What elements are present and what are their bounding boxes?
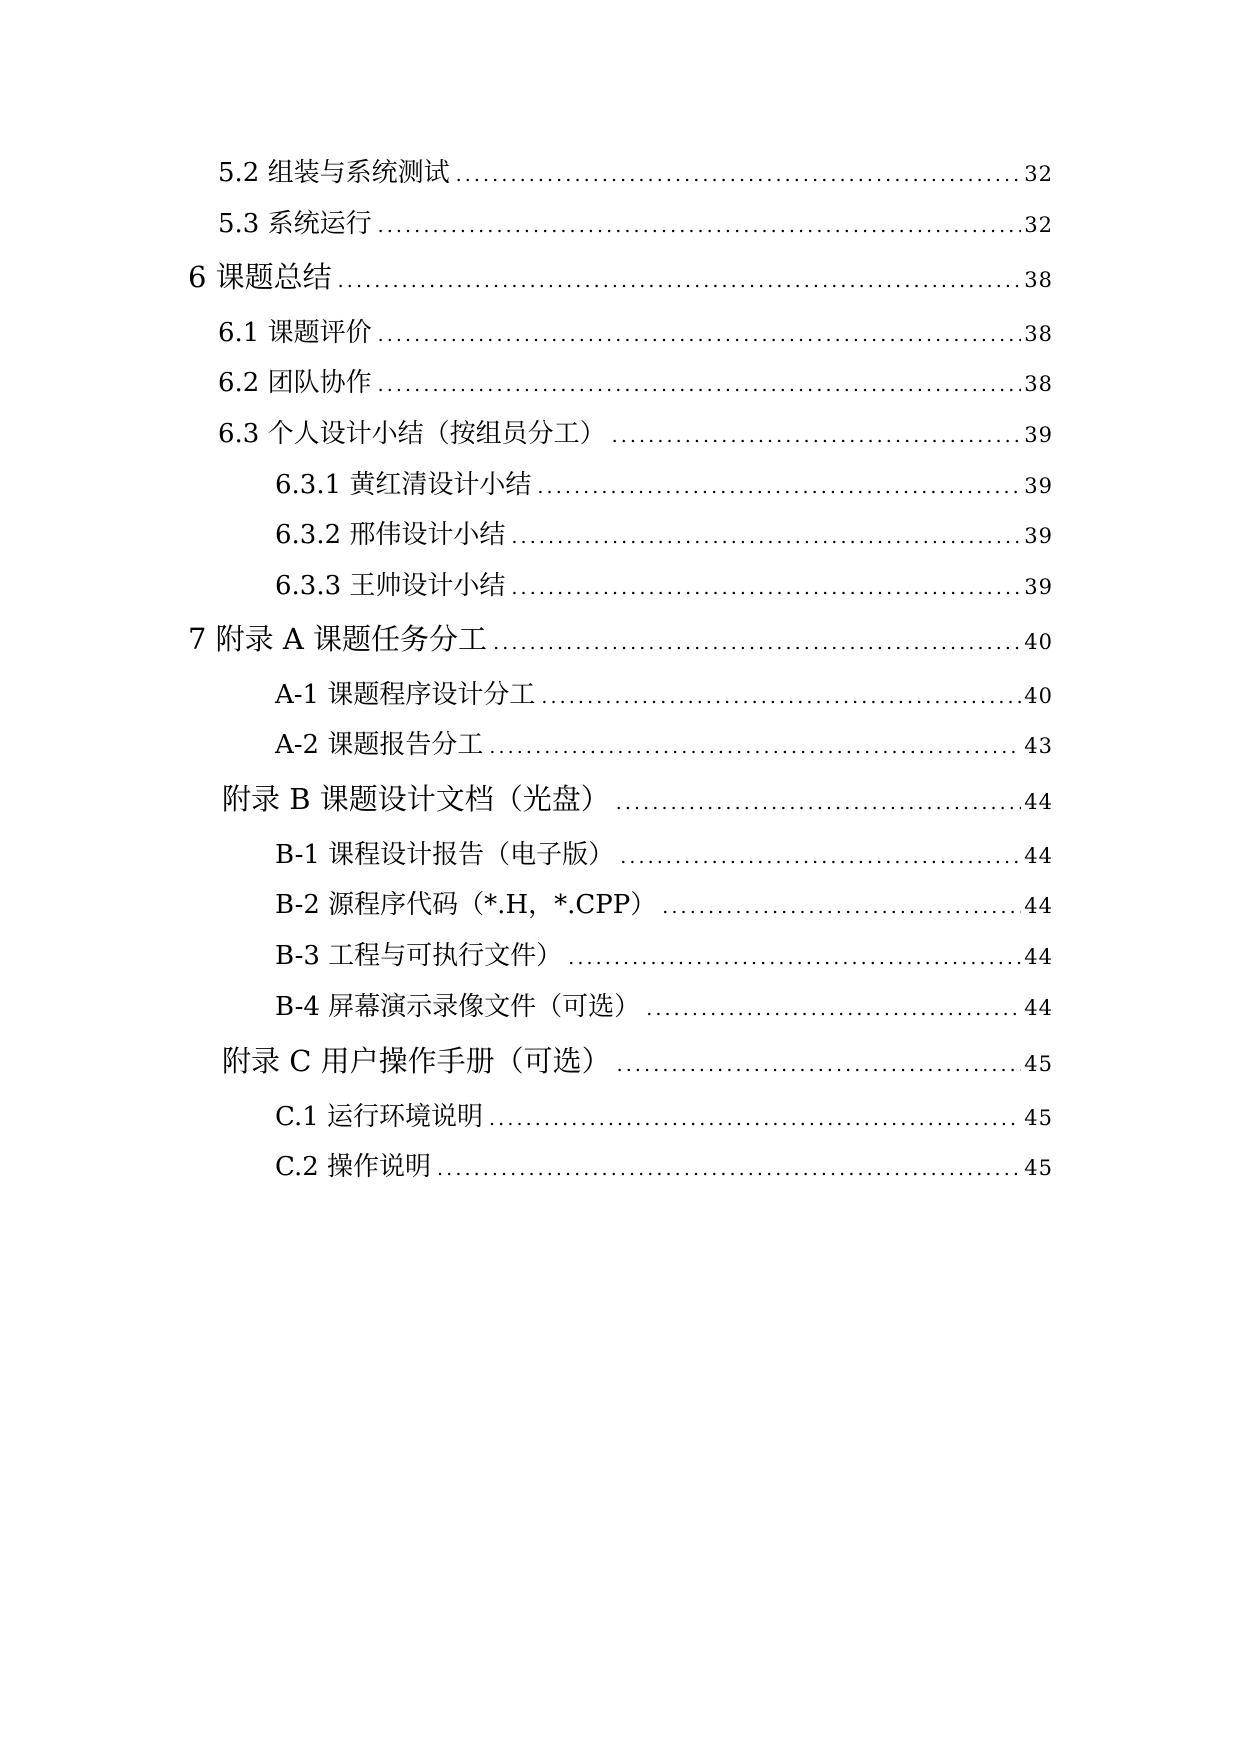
toc-page-number: 39: [1024, 524, 1053, 548]
toc-page-number: 44: [1024, 894, 1053, 918]
toc-entry-title: 5.3 系统运行: [218, 209, 372, 239]
toc-entry[interactable]: [275, 724, 1053, 761]
toc-entry-title: 6 课题总结: [188, 260, 332, 294]
toc-entry[interactable]: [218, 312, 1053, 349]
toc-entry[interactable]: [275, 1096, 1053, 1133]
toc-entry[interactable]: [275, 565, 1053, 602]
toc-entry[interactable]: [275, 986, 1053, 1023]
toc-dot-leader: [437, 1158, 1021, 1180]
toc-dot-leader: [612, 425, 1022, 447]
toc-dot-leader: [511, 526, 1021, 548]
toc-dot-leader: [662, 896, 1021, 918]
toc-entry-title: 6.3.2 邢伟设计小结: [275, 520, 506, 550]
toc-entry[interactable]: [275, 834, 1053, 871]
toc-entry-title: 附录 C 用户操作手册（可选）: [222, 1044, 611, 1078]
toc-page-number: 32: [1024, 162, 1053, 186]
toc-entry[interactable]: [275, 674, 1053, 711]
toc-entry[interactable]: [218, 413, 1053, 450]
toc-dot-leader: [568, 947, 1021, 969]
toc-chapter-entry[interactable]: [222, 1039, 1053, 1080]
toc-dot-leader: [338, 270, 1022, 292]
toc-page-number: 43: [1024, 734, 1053, 758]
toc-entry-title: 6.2 团队协作: [218, 368, 372, 398]
toc-entry[interactable]: [218, 362, 1053, 399]
toc-entry-title: C.2 操作说明: [275, 1152, 432, 1182]
toc-page-number: 44: [1024, 790, 1053, 814]
toc-dot-leader: [646, 998, 1021, 1020]
toc-page-number: 44: [1024, 945, 1053, 969]
toc-page-number: 45: [1024, 1052, 1053, 1076]
toc-dot-leader: [456, 164, 1022, 186]
toc-entry-title: 附录 B 课题设计文档（光盘）: [222, 782, 610, 816]
toc-entry-title: 6.1 课题评价: [218, 318, 372, 348]
toc-entry[interactable]: [218, 203, 1053, 240]
toc-dot-leader: [511, 577, 1021, 599]
toc-dot-leader: [616, 792, 1022, 814]
toc-page-number: 39: [1024, 423, 1053, 447]
toc-entry[interactable]: [275, 884, 1053, 921]
toc-entry-title: A-2 课题报告分工: [275, 730, 484, 760]
toc-entry-title: B-2 源程序代码（*.H，*.CPP）: [275, 890, 657, 920]
toc-page-number: 45: [1024, 1156, 1053, 1180]
toc-page-number: 45: [1024, 1106, 1053, 1130]
toc-chapter-entry[interactable]: [188, 255, 1053, 296]
toc-entry[interactable]: [275, 935, 1053, 972]
toc-dot-leader: [617, 1054, 1022, 1076]
toc-page-number: 44: [1024, 996, 1053, 1020]
toc-entry-title: B-1 课程设计报告（电子版）: [275, 840, 615, 870]
toc-dot-leader: [489, 736, 1021, 758]
toc-entry[interactable]: [275, 464, 1053, 501]
toc-entry-title: B-4 屏幕演示录像文件（可选）: [275, 992, 641, 1022]
toc-entry[interactable]: [218, 152, 1053, 189]
toc-entry[interactable]: [275, 1146, 1053, 1183]
toc-entry-title: A-1 课题程序设计分工: [275, 680, 536, 710]
toc-page-number: 38: [1024, 322, 1053, 346]
toc-page-number: 32: [1024, 213, 1053, 237]
toc-dot-leader: [378, 324, 1022, 346]
toc-entry-title: 5.2 组装与系统测试: [218, 158, 450, 188]
toc-dot-leader: [620, 846, 1021, 868]
toc-entry-title: 6.3.1 黄红清设计小结: [275, 470, 532, 500]
toc-chapter-entry[interactable]: [222, 777, 1053, 818]
toc-page-number: 44: [1024, 844, 1053, 868]
toc-entry-title: C.1 运行环境说明: [275, 1102, 484, 1132]
toc-entry-title: 6.3 个人设计小结（按组员分工）: [218, 419, 606, 449]
toc-entry-title: B-3 工程与可执行文件）: [275, 941, 563, 971]
toc-dot-leader: [378, 215, 1022, 237]
toc-dot-leader: [537, 476, 1021, 498]
toc-dot-leader: [541, 686, 1021, 708]
toc-entry-title: 7 附录 A 课题任务分工: [188, 622, 488, 656]
toc-page-number: 39: [1024, 474, 1053, 498]
toc-entry[interactable]: [275, 514, 1053, 551]
toc-entry-title: 6.3.3 王帅设计小结: [275, 571, 506, 601]
toc-dot-leader: [378, 374, 1022, 396]
toc-dot-leader: [489, 1108, 1021, 1130]
toc-page-number: 39: [1024, 575, 1053, 599]
toc-page-number: 40: [1024, 630, 1053, 654]
toc-chapter-entry[interactable]: [188, 617, 1053, 658]
toc-page-number: 38: [1024, 268, 1053, 292]
toc-dot-leader: [493, 632, 1021, 654]
toc-page-number: 38: [1024, 372, 1053, 396]
toc-page-number: 40: [1024, 684, 1053, 708]
